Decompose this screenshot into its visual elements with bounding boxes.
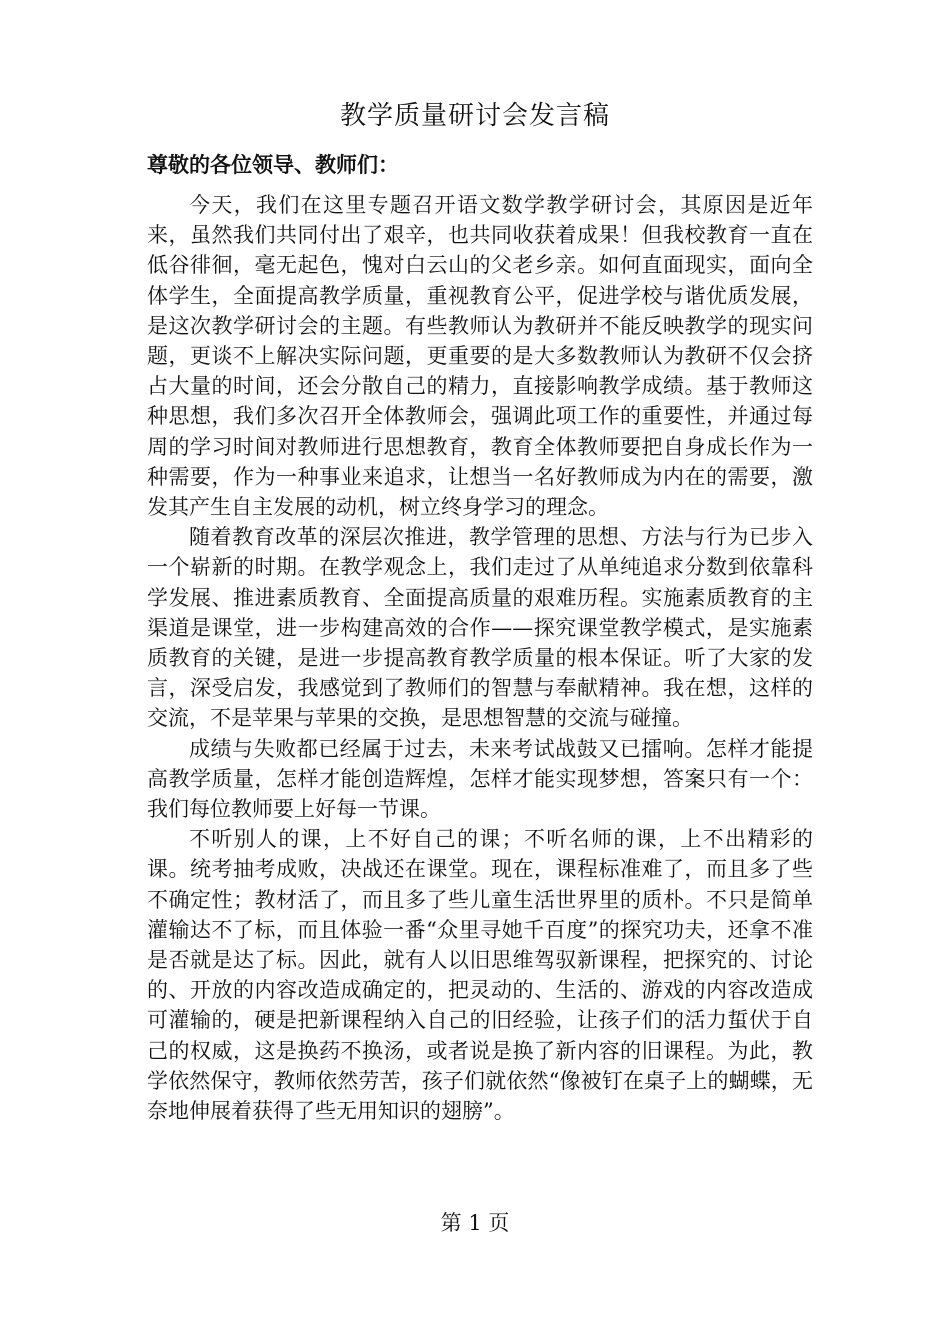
paragraph: 不听别人的课，上不好自己的课；不听名师的课，上不出精彩的课。统考抽考成败，决战还在课堂。现在，课程标准难了，而且多了些不确定性；教材活了，而且多了些儿童生活世界里的质朴。不只是简单灌输达不了标，而且体验一番“众里寻她千百度”的探究功夫，还拿不准是否就是达了标。因此，就有人以旧思维驾驭新课程，把探究的、讨论的、开放的内容改造成确定的，把灵动的、生活的、游戏的内容改造成可灌输的，硬是把新课程纳入自己的旧经验，让孩子们的活力蜇伏于自己的权威，这是换药不换汤，或者说是换了新内容的旧课程。为此，教学依然保守，教师依然劳苦，孩子们就依然“像被钉在桌子上的蝴蝶，无奈地伸展着获得了些无用知识的翅膀”。 xyxy=(147,827,813,1124)
paragraph: 今天，我们在这里专题召开语文数学教学研讨会，其原因是近年来，虽然我们共同付出了艰辛，也共同收获着成果！但我校教育一直在低谷徘徊，毫无起色，愧对白云山的父老乡亲。如何直面现实，面向全体学生，全面提高教学质量，重视教育公平，促进学校与谐优质发展，是这次教学研讨会的主题。有些教师认为教研并不能反映教学的现实问题，更谈不上解决实际问题，更重要的是大多数教师认为教研不仅会挤占大量的时间，还会分散自己的精力，直接影响教学成绩。基于教师这种思想，我们多次召开全体教师会，强调此项工作的重要性，并通过每周的学习时间对教师进行思想教育，教育全体教师要把自身成长作为一种需要，作为一种事业来追求，让想当一名好教师成为内在的需要，激发其产生自主发展的动机，树立终身学习的理念。 xyxy=(147,193,813,520)
salutation: 尊敬的各位领导、教师们： xyxy=(147,152,399,177)
document-title: 教学质量研讨会发言稿 xyxy=(339,101,610,131)
paragraph: 随着教育改革的深层次推进，教学管理的思想、方法与行为已步入一个崭新的时期。在教学观念上，我们走过了从单纯追求分数到依靠科学发展、推进素质教育、全面提高质量的艰难历程。实施素质教育的主渠道是课堂，进一步构建高效的合作——探究课堂教学模式，是实施素质教育的关键，是进一步提高教育教学质量的根本保证。听了大家的发言，深受启发，我感觉到了教师们的智慧与奉献精神。我在想，这样的交流，不是苹果与苹果的交换，是思想智慧的交流与碰撞。 xyxy=(147,525,813,731)
paragraph: 成绩与失败都已经属于过去，未来考试战鼓又已擂响。怎样才能提高教学质量，怎样才能创造辉煌，怎样才能实现梦想，答案只有一个：我们每位教师要上好每一节课。 xyxy=(147,736,813,822)
page-number: 第 1 页 xyxy=(440,1211,510,1235)
document-body xyxy=(147,190,813,1126)
